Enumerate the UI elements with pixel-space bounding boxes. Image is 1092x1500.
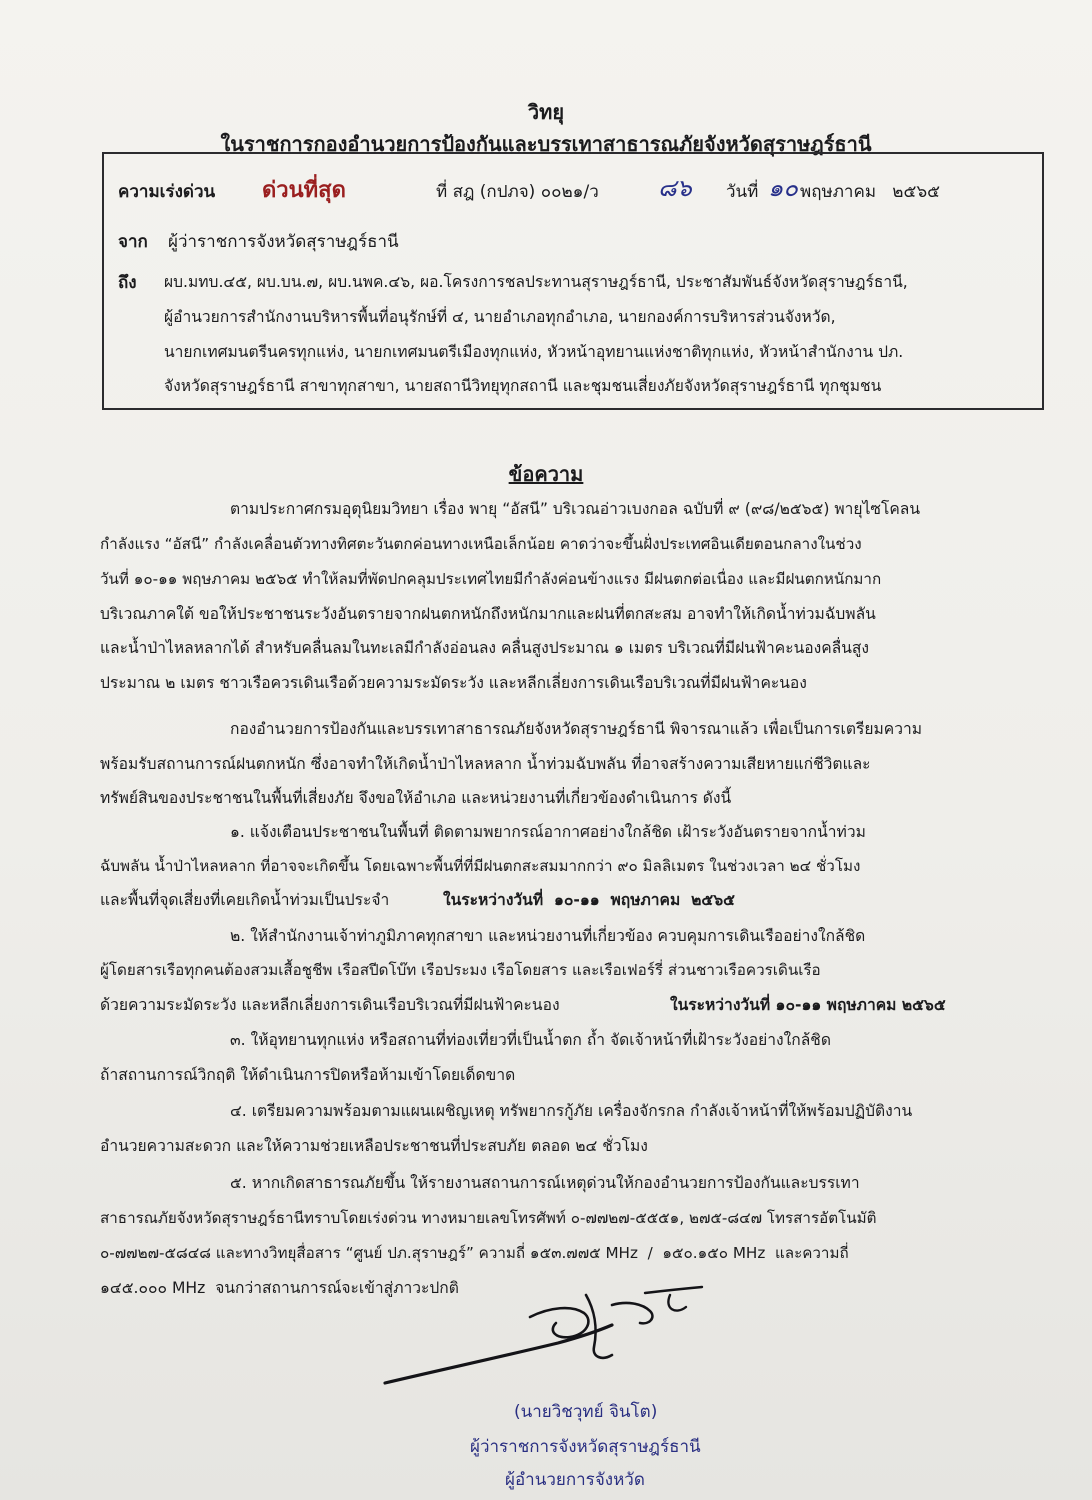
body-line: วันที่ ๑๐-๑๑ พฤษภาคม ๒๕๖๕ ทำให้ลมที่พัดปกคลุมประเทศไทยมีกำลังค่อนข้างแรง มีฝนตกต่อเนื่อง และมีฝนตกหนักมาก	[100, 570, 882, 588]
body-line: พร้อมรับสถานการณ์ฝนตกหนัก ซึ่งอาจทำให้เกิดน้ำป่าไหลหลาก น้ำท่วมฉับพลัน ที่อาจสร้างความเสียหายแก่ชีวิตและ	[100, 755, 871, 773]
reference-number: ๘๖	[658, 174, 692, 202]
from-value: ผู้ว่าราชการจังหวัดสุราษฎร์ธานี	[168, 232, 399, 252]
body-line: กองอำนวยการป้องกันและบรรเทาสาธารณภัยจังหวัดสุราษฎร์ธานี พิจารณาแล้ว เพื่อเป็นการเตรียมความ	[230, 720, 923, 738]
signer-position: ผู้ว่าราชการจังหวัดสุราษฎร์ธานี	[470, 1437, 701, 1457]
handwritten-signature	[380, 1265, 710, 1395]
date-label: วันที่	[726, 182, 759, 202]
body-line: และน้ำป่าไหลหลากได้ สำหรับคลื่นลมในทะเลมีกำลังอ่อนลง คลื่นสูงประมาณ ๑ เมตร บริเวณที่มีฝนฟ้าคะนองคลื่นสูง	[100, 639, 869, 657]
body-line: สาธารณภัยจังหวัดสุราษฎร์ธานีทราบโดยเร่งด่วน ทางหมายเลขโทรศัพท์ ๐-๗๗๒๗-๕๕๕๑, ๒๗๕-๘๔๗ โทรสารอัตโนมัติ	[100, 1209, 877, 1227]
urgency-value: ด่วนที่สุด	[262, 178, 346, 203]
urgency-label: ความเร่งด่วน	[118, 182, 216, 202]
to-line: ผบ.มทบ.๔๕, ผบ.บน.๗, ผบ.นพค.๔๖, ผอ.โครงการชลประทานสุราษฎร์ธานี, ประชาสัมพันธ์จังหวัดสุราษฎร์ธานี,	[164, 273, 908, 291]
signer-name: (นายวิชวุทย์ จินโต)	[514, 1402, 658, 1422]
body-line: อำนวยความสะดวก และให้ความช่วยเหลือประชาชนที่ประสบภัย ตลอด ๒๔ ชั่วโมง	[100, 1137, 648, 1155]
body-line: ด้วยความระมัดระวัง และหลีกเลี่ยงการเดินเรือบริเวณที่มีฝนฟ้าคะนอง	[100, 996, 560, 1014]
date-month-year: พฤษภาคม ๒๕๖๕	[800, 182, 940, 202]
body-line: ถ้าสถานการณ์วิกฤติ ให้ดำเนินการปิดหรือห้ามเข้าโดยเด็ดขาด	[100, 1066, 516, 1084]
body-line: ๑๔๕.๐๐๐ MHz จนกว่าสถานการณ์จะเข้าสู่ภาวะปกติ	[100, 1279, 459, 1297]
signer-role: ผู้อำนวยการจังหวัด	[505, 1470, 645, 1490]
to-label: ถึง	[118, 273, 137, 293]
body-line: บริเวณภาคใต้ ขอให้ประชาชนระวังอันตรายจากฝนตกหนักถึงหนักมากและฝนที่ตกสะสม อาจทำให้เกิดน้ำท่วมฉับพลัน	[100, 605, 876, 623]
body-line: กำลังแรง “อัสนี” กำลังเคลื่อนตัวทางทิศตะวันตกค่อนทางเหนือเล็กน้อย คาดว่าจะขึ้นฝั่งประเทศอินเดียตอนกลางในช่วง	[100, 535, 862, 553]
body-line: ประมาณ ๒ เมตร ชาวเรือควรเดินเรือด้วยความระมัดระวัง และหลีกเลี่ยงการเดินเรือบริเวณที่มีฝนฟ้าคะนอง	[100, 674, 807, 692]
from-label: จาก	[118, 232, 148, 252]
to-line: ผู้อำนวยการสำนักงานบริหารพื้นที่อนุรักษ์ที่ ๔, นายอำเภอทุกอำเภอ, นายกองค์การบริหารส่วนจังหวัด,	[164, 308, 836, 326]
reference-prefix: ที่ สฎ (กปภจ) ๐๐๒๑/ว	[436, 182, 599, 202]
body-line: ๕. หากเกิดสาธารณภัยขึ้น ให้รายงานสถานการณ์เหตุด่วนให้กองอำนวยการป้องกันและบรรเทา	[230, 1174, 860, 1192]
body-line: และพื้นที่จุดเสี่ยงที่เคยเกิดน้ำท่วมเป็นประจำ	[100, 891, 390, 909]
body-line: ตามประกาศกรมอุตุนิยมวิทยา เรื่อง พายุ “อัสนี” บริเวณอ่าวเบงกอล ฉบับที่ ๙ (๙๘/๒๕๖๕) พายุไซโคลน	[230, 500, 921, 518]
document-subtitle: ในราชการกองอำนวยการป้องกันและบรรเทาสาธารณภัยจังหวัดสุราษฎร์ธานี	[220, 132, 872, 156]
message-heading: ข้อความ	[508, 462, 584, 486]
date-day: ๑๐	[768, 174, 798, 202]
body-line: ๐-๗๗๒๗-๕๘๔๘ และทางวิทยุสื่อสาร “ศูนย์ ปภ.สุราษฎร์” ความถี่ ๑๕๓.๗๗๕ MHz / ๑๕๐.๑๕๐ MHz และความถี่	[100, 1244, 849, 1262]
body-line: ๔. เตรียมความพร้อมตามแผนเผชิญเหตุ ทรัพยากรกู้ภัย เครื่องจักรกล กำลังเจ้าหน้าที่ให้พร้อมปฏิบัติงาน	[230, 1102, 913, 1120]
body-line-emphasis: ในระหว่างวันที่ ๑๐-๑๑ พฤษภาคม ๒๕๖๕	[670, 996, 946, 1014]
body-line: ฉับพลัน น้ำป่าไหลหลาก ที่อาจจะเกิดขึ้น โดยเฉพาะพื้นที่ที่มีฝนตกสะสมมากกว่า ๙๐ มิลลิเมตร ในช่วงเวลา ๒๔ ชั่วโมง	[100, 857, 861, 875]
to-line: นายกเทศมนตรีนครทุกแห่ง, นายกเทศมนตรีเมืองทุกแห่ง, หัวหน้าอุทยานแห่งชาติทุกแห่ง, หัวหน้าสำนักงาน ปภ.	[164, 343, 904, 361]
to-line: จังหวัดสุราษฎร์ธานี สาขาทุกสาขา, นายสถานีวิทยุทุกสถานี และชุมชนเสี่ยงภัยจังหวัดสุราษฎร์ธานี ทุกชุมชน	[164, 377, 882, 395]
body-line: ทรัพย์สินของประชาชนในพื้นที่เสี่ยงภัย จึงขอให้อำเภอ และหน่วยงานที่เกี่ยวข้องดำเนินการ ดังนี้	[100, 789, 732, 807]
body-line: ๓. ให้อุทยานทุกแห่ง หรือสถานที่ท่องเที่ยวที่เป็นน้ำตก ถ้ำ จัดเจ้าหน้าที่เฝ้าระวังอย่างใกล้ชิด	[230, 1031, 831, 1049]
body-line: ๒. ให้สำนักงานเจ้าท่าภูมิภาคทุกสาขา และหน่วยงานที่เกี่ยวข้อง ควบคุมการเดินเรืออย่างใกล้ชิด	[230, 927, 866, 945]
body-line: ๑. แจ้งเตือนประชาชนในพื้นที่ ติดตามพยากรณ์อากาศอย่างใกล้ชิด เฝ้าระวังอันตรายจากน้ำท่วม	[230, 823, 866, 841]
document-title: วิทยุ	[527, 100, 565, 124]
body-line: ผู้โดยสารเรือทุกคนต้องสวมเสื้อชูชีพ เรือสปีดโบ๊ท เรือประมง เรือโดยสาร และเรือเฟอร์รี่ ส่วนชาวเรือควรเดินเรือ	[100, 961, 821, 979]
body-line-emphasis: ในระหว่างวันที่ ๑๐-๑๑ พฤษภาคม ๒๕๖๕	[443, 891, 735, 909]
